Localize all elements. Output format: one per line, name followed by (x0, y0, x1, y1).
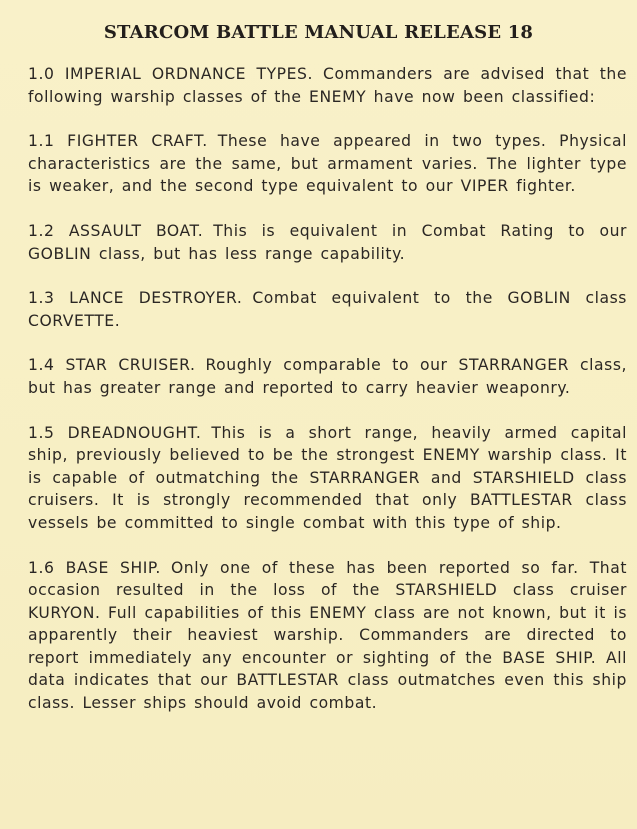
section-heading: 1.4 STAR CRUISER. (28, 356, 196, 375)
section-body: Roughly comparable to our STARRANGER class, but has greater range and reported to carry heavier weaponry. (28, 356, 628, 397)
section-heading: 1.5 DREADNOUGHT. (28, 423, 202, 442)
section-body: These have appeared in two types. Physical characteristics are the same, but armament varies. The lighter type is weaker, and the second type equivalent to our VIPER fighter. (28, 132, 627, 196)
section-body: This is equivalent in Combat Rating to our GOBLIN class, but has less range capability. (28, 221, 627, 263)
section-1-0 (28, 63, 627, 108)
section-1-2 (28, 220, 627, 265)
section-heading: 1.0 IMPERIAL ORDNANCE TYPES. (28, 65, 313, 83)
section-heading: 1.1 FIGHTER CRAFT. (28, 132, 208, 151)
section-1-1 (28, 130, 627, 198)
section-body: This is a short range, heavily armed capital ship, previously believed to be the strongest ENEMY warship class. It is capable of outmatching the STARRANGER and STARSHIELD class cruisers. It is strongly recommended that only BATTLESTAR class vessels be committed to single combat with this type of ship. (28, 423, 627, 532)
section-heading: 1.2 ASSAULT BOAT. (28, 221, 204, 240)
section-body: Commanders are advised that the following warship classes of the ENEMY have now been classified: (28, 65, 628, 106)
section-1-6 (28, 557, 627, 715)
section-1-4 (28, 354, 627, 399)
page-title: STARCOM BATTLE MANUAL RELEASE 18 (103, 22, 534, 43)
section-1-3 (28, 287, 627, 332)
section-heading: 1.3 LANCE DESTROYER. (28, 289, 243, 308)
section-body: Only one of these has been reported so far. That occasion resulted in the loss of the STARSHIELD class cruiser KURYON. Full capabilities of this ENEMY class are not known, but it is apparently their heaviest warship. Commanders are directed to report immediately any encounter or sighting of the BASE SHIP. All data indicates that our BATTLESTAR class outmatches even this ship class. Lesser ships should avoid combat. (28, 558, 627, 713)
section-body: Combat equivalent to the GOBLIN class CORVETTE. (28, 289, 627, 330)
section-heading: 1.6 BASE SHIP. (28, 558, 161, 577)
section-1-5 (28, 422, 627, 535)
